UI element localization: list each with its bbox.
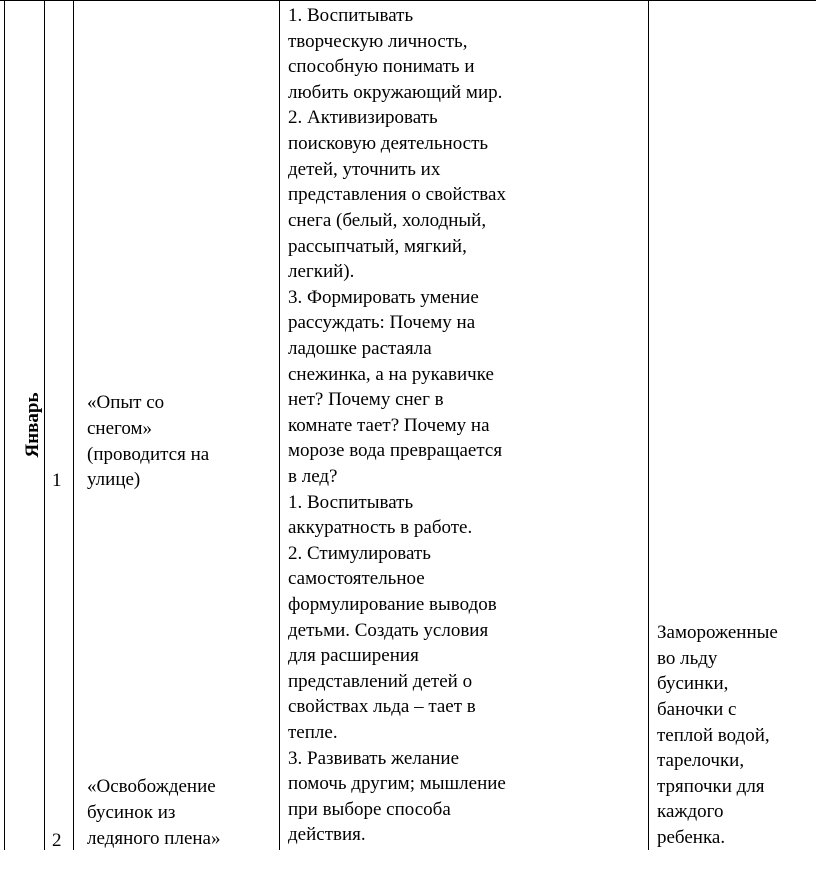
lesson-plan-table: Январь 1 2 «Опыт со снегом» (проводится на улице) «Освобождение бусинок из ледяного плена» 1. Воспитывать творческую личность, способную понимать и любить окружающий мир. 2. Активизировать поисковую деятельность детей, уточнить их представления о свойствах снега (белый, холодный, рассыпчатый, мягкий, легкий). 3. Формировать умение рассуждать: Почему на ладошке растаяла снежинка, а на рукавичке нет? Почему снег в комнате тает? Почему на морозе вода превращается в лед? 1. Воспитывать аккуратность в работе. 2. Стимулировать самостоятельное формулирование выводов детьми. Создать условия для расширения представлений детей о свойствах льда – тает в тепле. 3. Развивать желание помочь другим; мышление при выборе способа действия. Замороженные во льду бусинки, баночки с теплой водой, тарелочки, тряпочки для каждого ребенка.: [0, 0, 816, 874]
table-left-border: [4, 0, 5, 850]
column-divider-3: [279, 0, 280, 850]
row-number: 1: [52, 470, 62, 491]
table-top-border: [0, 0, 816, 1]
row-number: 2: [52, 830, 62, 851]
column-divider-4: [648, 0, 649, 850]
column-divider-1: [44, 0, 45, 850]
column-divider-2: [73, 0, 74, 850]
month-label: Январь: [22, 392, 43, 458]
